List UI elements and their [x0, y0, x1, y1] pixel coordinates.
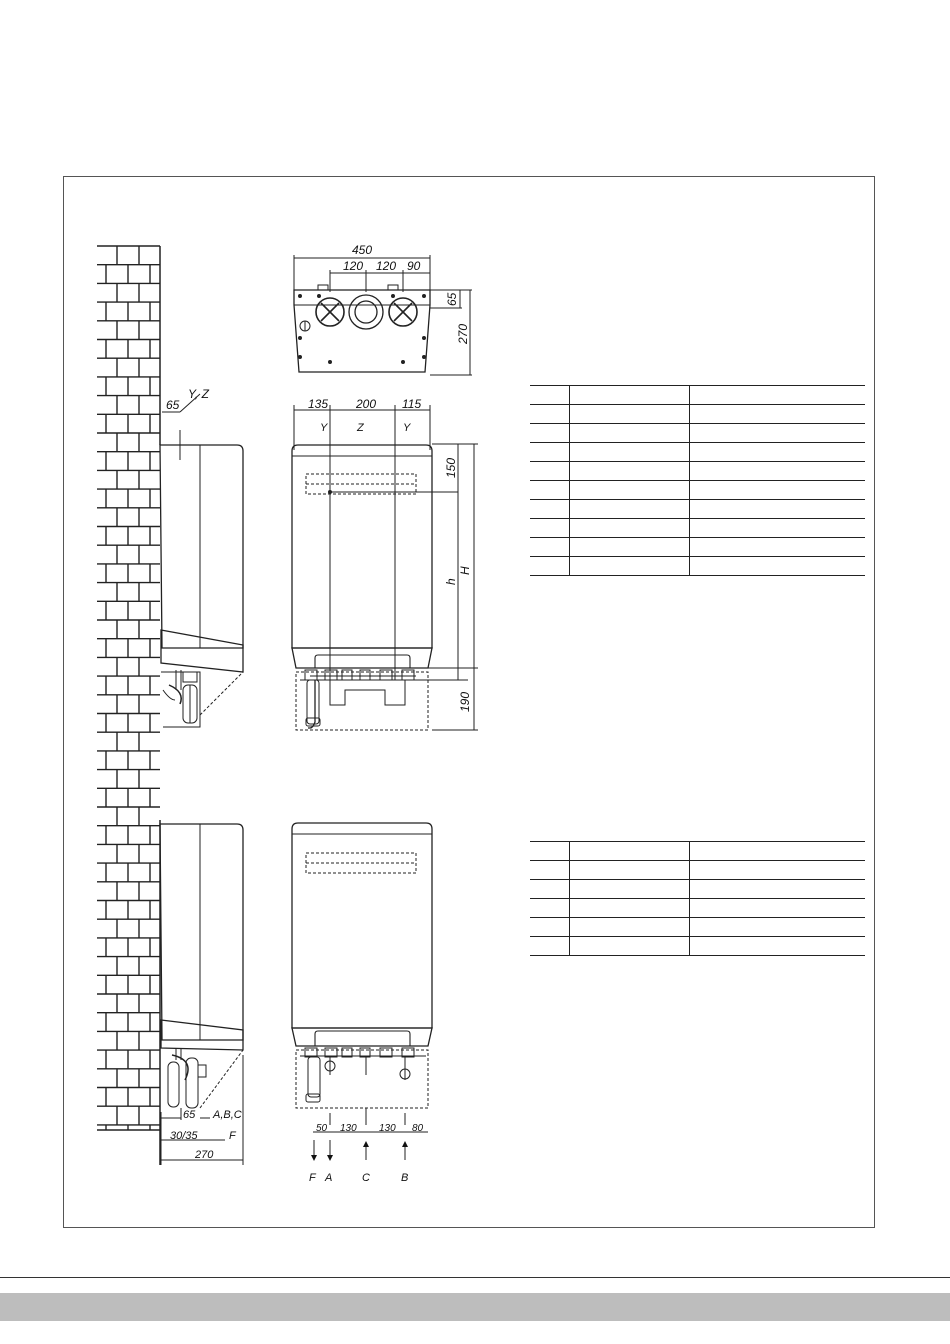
connection-label-c: C: [362, 1172, 370, 1184]
top-view: [294, 255, 472, 375]
front-view-lower: [292, 823, 432, 1160]
table-cell: [570, 918, 690, 937]
table-cell: [690, 880, 866, 899]
table-cell: [530, 842, 570, 861]
table-row: [530, 937, 865, 956]
table-cell: [690, 538, 866, 557]
dim-side-f-offset: 30/35: [170, 1130, 198, 1142]
table-row: [530, 861, 865, 880]
label-front-z: Z: [357, 422, 364, 434]
table-row: [530, 405, 865, 424]
table-cell: [570, 405, 690, 424]
table-cell: [530, 405, 570, 424]
dim-top-spacing-1: 120: [343, 259, 364, 273]
table-cell: [570, 937, 690, 956]
table-cell: [570, 481, 690, 500]
table-cell: [570, 861, 690, 880]
table-cell: [530, 918, 570, 937]
table-cell: [530, 861, 570, 880]
table-row: [530, 519, 865, 538]
table-cell: [690, 937, 866, 956]
table-cell: [690, 918, 866, 937]
table-cell: [570, 386, 690, 405]
dim-top-spacing-3: 90: [407, 259, 421, 273]
dim-front-h: h: [444, 578, 458, 585]
side-view-upper: [160, 246, 243, 727]
label-front-y-right: Y: [403, 422, 411, 434]
label-front-y-left: Y: [320, 422, 328, 434]
table-row: [530, 538, 865, 557]
table-cell: [690, 405, 866, 424]
brick-wall: [97, 246, 160, 1130]
table-cell: [530, 557, 570, 576]
dim-front-spacing-right: 115: [402, 397, 422, 411]
dim-front-spacing-left: 135: [308, 397, 329, 411]
table-cell: [690, 557, 866, 576]
table-row: [530, 481, 865, 500]
table-row: [530, 462, 865, 481]
table-row: [530, 557, 865, 576]
dim-bottom-spacing-1: 50: [316, 1123, 328, 1134]
table-cell: [530, 424, 570, 443]
table-cell: [570, 538, 690, 557]
table-cell: [690, 500, 866, 519]
dim-top-spacing-2: 120: [376, 259, 397, 273]
label-side-yz: Y, Z: [188, 387, 209, 401]
table-row: [530, 918, 865, 937]
dim-side-abc-offset: 65: [183, 1109, 196, 1121]
table-cell: [570, 462, 690, 481]
table-cell: [570, 500, 690, 519]
front-view-upper: [292, 405, 478, 730]
table-cell: [530, 880, 570, 899]
dim-side-offset: 65: [166, 398, 180, 412]
label-side-abc: A,B,C: [213, 1109, 242, 1121]
dim-bottom-spacing-2: 130: [340, 1123, 357, 1134]
table-cell: [570, 899, 690, 918]
footer-bar: [0, 1293, 950, 1321]
table-cell: [690, 861, 866, 880]
table-cell: [690, 462, 866, 481]
dim-front-top: 150: [444, 457, 458, 478]
table-cell: [530, 538, 570, 557]
table-cell: [530, 386, 570, 405]
table-cell: [530, 481, 570, 500]
dim-side-depth: 270: [195, 1149, 214, 1161]
dim-top-offset: 65: [445, 292, 459, 306]
dim-front-spacing-mid: 200: [356, 397, 377, 411]
table-cell: [530, 899, 570, 918]
table-cell: [690, 899, 866, 918]
table-row: [530, 842, 865, 861]
table-cell: [690, 424, 866, 443]
spec-table-upper: [530, 385, 865, 576]
dim-top-depth: 270: [456, 323, 470, 344]
connection-label-f: F: [309, 1172, 316, 1184]
table-cell: [530, 937, 570, 956]
table-cell: [690, 481, 866, 500]
table-cell: [570, 424, 690, 443]
dim-front-H: H: [458, 566, 472, 575]
table-cell: [570, 557, 690, 576]
spec-table-lower: [530, 841, 865, 956]
table-cell: [530, 519, 570, 538]
table-cell: [530, 500, 570, 519]
table-cell: [570, 443, 690, 462]
connection-label-a: A: [325, 1172, 333, 1184]
table-cell: [690, 842, 866, 861]
table-cell: [530, 443, 570, 462]
table-cell: [690, 443, 866, 462]
footer-divider: [0, 1277, 950, 1278]
table-cell: [690, 386, 866, 405]
table-row: [530, 443, 865, 462]
table-row: [530, 880, 865, 899]
table-cell: [570, 519, 690, 538]
table-row: [530, 899, 865, 918]
table-cell: [530, 462, 570, 481]
table-cell: [570, 880, 690, 899]
dim-bottom-spacing-3: 130: [379, 1123, 396, 1134]
dim-front-bottom: 190: [458, 691, 472, 712]
label-side-f: F: [229, 1130, 236, 1142]
table-row: [530, 424, 865, 443]
dim-top-width: 450: [352, 243, 373, 257]
connection-label-b: B: [401, 1172, 409, 1184]
table-cell: [690, 519, 866, 538]
table-row: [530, 386, 865, 405]
dim-bottom-spacing-4: 80: [412, 1123, 424, 1134]
table-cell: [570, 842, 690, 861]
table-row: [530, 500, 865, 519]
